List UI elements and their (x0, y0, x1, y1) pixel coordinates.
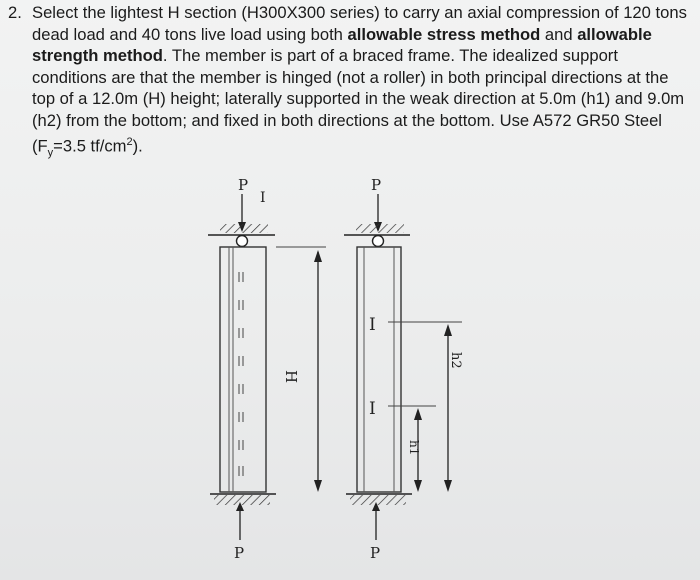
left-column-group (208, 176, 326, 562)
bold-allowable-stress: allowable stress method (347, 24, 541, 44)
problem-text-d: =3.5 tf/cm (53, 136, 127, 156)
h2-dimension-label: h2 (448, 352, 463, 369)
h1-dim-arrow-bottom (414, 480, 422, 492)
h-dim-arrow-top (314, 250, 322, 262)
right-load-bottom-label: P (370, 544, 381, 562)
left-web-ticks (239, 272, 243, 476)
left-load-bottom-label: P (234, 544, 245, 562)
problem-text-b: and (540, 24, 578, 44)
h-dim-arrow-bottom (314, 480, 322, 492)
right-top-hinge (373, 236, 384, 247)
h1-dim-arrow-top (414, 408, 422, 420)
left-load-top-label: P (238, 176, 249, 194)
left-bottom-support-hatch (214, 495, 270, 505)
h2-dim-arrow-top (444, 324, 452, 336)
right-top-support-hatch (356, 224, 404, 233)
right-column-group (344, 176, 463, 562)
left-section-symbol: I (260, 190, 266, 206)
problem-text-e: ). (132, 136, 143, 156)
left-column-body (220, 247, 266, 492)
right-load-top-label: P (371, 176, 382, 194)
bold-allowable-strength: allowable strength method (32, 24, 652, 66)
problem-text-a: Select the lightest H section (H300X300 series) to carry an axial compression of 120 tons dead load and 40 tons live load using both (32, 3, 687, 44)
subscript-y: y (47, 146, 54, 159)
left-top-hinge (237, 236, 248, 247)
left-top-support-hatch (220, 224, 268, 233)
right-brace-symbol-upper: I (369, 315, 376, 335)
h-dimension-label: H (282, 370, 300, 384)
problem-number: 2. (8, 3, 22, 22)
h2-dim-arrow-bottom (444, 480, 452, 492)
problem-text-c: . The member is part of a braced frame. The idealized support conditions are that the member is hinged (not a roller) in both principal directions at the top of a 12.0m (H) height; laterally supported in the weak direction at 5.0m (h1) and 9.0m (h2) from the bottom; and fixed in both directions at the bottom. Use A572 GR50 Steel (F (32, 46, 685, 156)
right-brace-symbol-lower: I (369, 399, 376, 419)
h1-dimension-label: h1 (407, 440, 421, 456)
superscript-2: 2 (126, 135, 133, 148)
right-bottom-support-hatch (350, 495, 406, 505)
